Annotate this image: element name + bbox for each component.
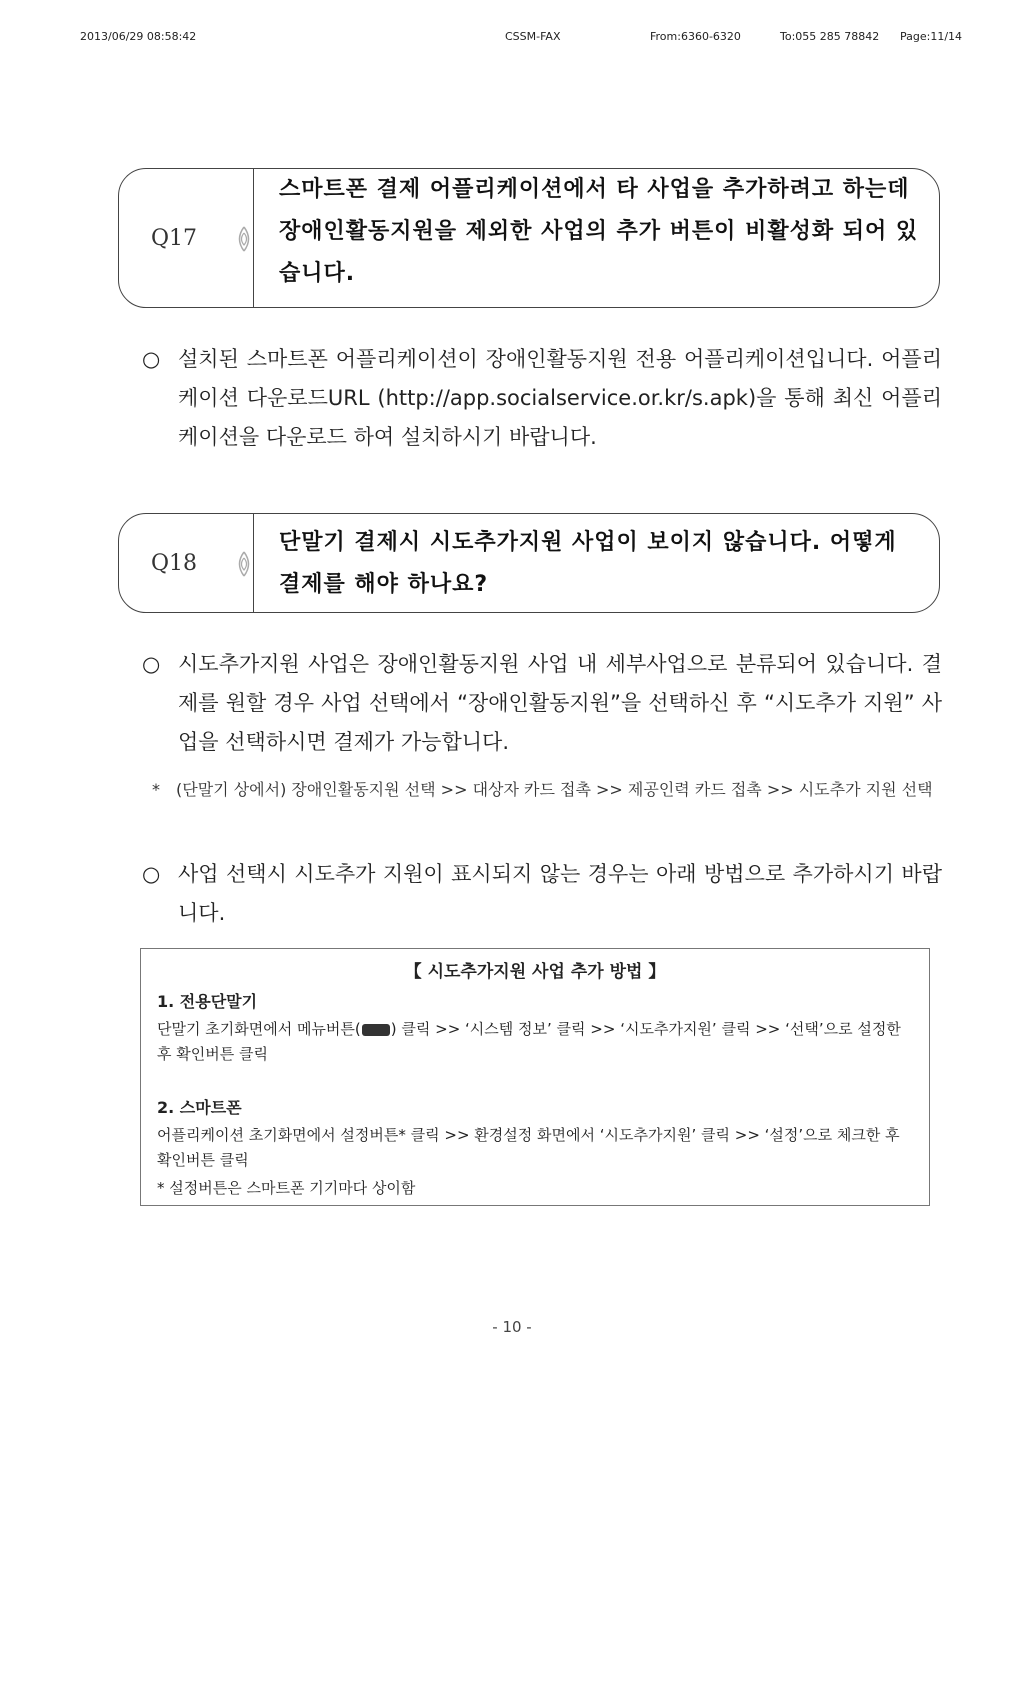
- method-text-terminal-b: ) 클릭 >> ‘시스템 정보’ 클릭 >> ‘시도추가지원’ 클릭 >> ‘선택’으로 설정한 후 확인버튼 클릭: [157, 1020, 901, 1063]
- method-heading-terminal: 1. 전용단말기: [157, 992, 258, 1011]
- question-divider: [253, 514, 254, 612]
- method-footnote: * 설정버튼은 스마트폰 기기마다 상이함: [157, 1179, 416, 1197]
- question-divider: [253, 169, 254, 307]
- answer-q17: [142, 340, 942, 457]
- fax-sender: CSSM-FAX: [505, 30, 561, 43]
- question-label: Q18: [150, 550, 198, 576]
- answer-q18-1: [142, 645, 942, 762]
- answer-text: 설치된 스마트폰 어플리케이션이 장애인활동지원 전용 어플리케이션입니다. 어플리케이션 다운로드URL (http://app.socialservice.or.kr/s.apk)을 통해 최신 어플리케이션을 다운로드 하여 설치하시기 바랍니다.: [178, 347, 942, 449]
- method-box: [140, 948, 930, 1206]
- circle-bullet-icon: ○: [142, 347, 161, 371]
- fax-to: To:055 285 78842: [780, 30, 880, 43]
- method-text-terminal: [157, 1017, 915, 1067]
- answer-note: [152, 775, 942, 805]
- fax-from: From:6360-6320: [650, 30, 741, 43]
- method-heading-smartphone: 2. 스마트폰: [157, 1098, 242, 1117]
- question-label: Q17: [150, 225, 198, 251]
- question-box-q17: [118, 168, 940, 308]
- method-text-terminal-a: 단말기 초기화면에서 메뉴버튼(: [157, 1020, 361, 1038]
- question-box-q18: [118, 513, 940, 613]
- fax-datetime: 2013/06/29 08:58:42: [80, 30, 197, 43]
- answer-text: 사업 선택시 시도추가 지원이 표시되지 않는 경우는 아래 방법으로 추가하시기 바랍니다.: [178, 862, 942, 925]
- fax-header: [80, 30, 963, 46]
- circle-bullet-icon: ○: [142, 862, 161, 886]
- note-text: (단말기 상에서) 장애인활동지원 선택 >> 대상자 카드 접촉 >> 제공인력 카드 접촉 >> 시도추가 지원 선택: [176, 780, 933, 799]
- method-title: 【 시도추가지원 사업 추가 방법 】: [404, 962, 666, 982]
- page-number: - 10 -: [492, 1318, 532, 1336]
- question-text: 스마트폰 결제 어플리케이션에서 타 사업을 추가하려고 하는데 장애인활동지원을 제외한 사업의 추가 버튼이 비활성화 되어 있습니다.: [279, 177, 919, 286]
- question-text: 단말기 결제시 시도추가지원 사업이 보이지 않습니다. 어떻게 결제를 해야 하나요?: [279, 530, 897, 597]
- answer-text: 시도추가지원 사업은 장애인활동지원 사업 내 세부사업으로 분류되어 있습니다. 결제를 원할 경우 사업 선택에서 “장애인활동지원”을 선택하신 후 “시도추가 지원” 사업을 선택하시면 결제가 가능합니다.: [178, 652, 942, 754]
- asterisk-icon: *: [152, 780, 160, 799]
- circle-bullet-icon: ○: [142, 652, 161, 676]
- method-text-smartphone: 어플리케이션 초기화면에서 설정버튼* 클릭 >> 환경설정 화면에서 ‘시도추가지원’ 클릭 >> ‘설정’으로 체크한 후 확인버튼 클릭: [157, 1126, 900, 1169]
- fax-page: Page:11/14: [900, 30, 963, 43]
- answer-q18-2: [142, 855, 942, 933]
- menu-key-icon: [362, 1024, 390, 1036]
